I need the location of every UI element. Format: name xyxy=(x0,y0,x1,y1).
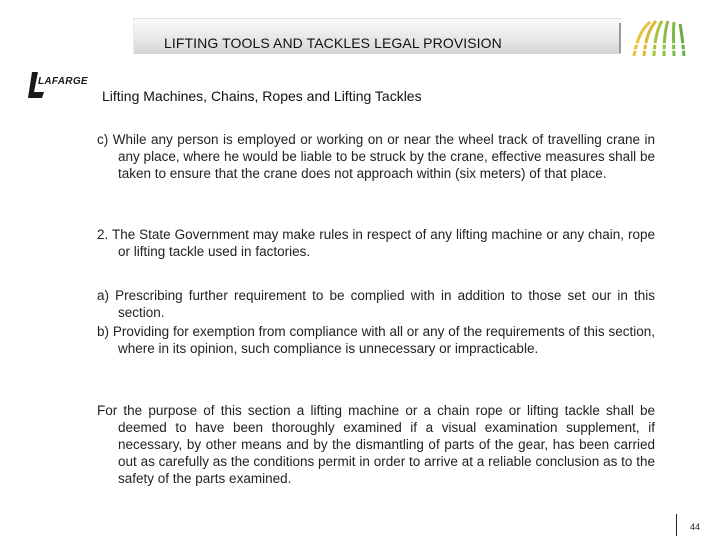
striped-bell-logo-icon xyxy=(628,18,692,58)
paragraph-text: b) Providing for exemption from compliance with all or any of the requirements of this section, where in its opinion, such compliance is unnecessary or impracticable. xyxy=(97,324,655,356)
paragraph-text: For the purpose of this section a lifting machine or a chain rope or lifting tackle shall be deemed to have been thoroughly examined if a visual examination supplement, if necessary, by other means and by the dismantling of parts of the gear, has been carried out as carefully as the conditions permit in order to arrive at a reliable conclusion as to the safety of the parts examined. xyxy=(97,403,655,486)
paragraph-crane-track xyxy=(97,131,655,182)
paragraph-state-rules xyxy=(97,226,655,260)
paragraph-exemption xyxy=(97,323,655,357)
paragraph-text: 2. The State Government may make rules in respect of any lifting machine or any chain, rope or lifting tackle used in factories. xyxy=(97,227,655,259)
section-heading: Lifting Machines, Chains, Ropes and Lifting Tackles xyxy=(102,88,422,104)
page-number: 44 xyxy=(690,522,701,532)
paragraph-text: a) Prescribing further requirement to be complied with in addition to those set our in this section. xyxy=(97,288,655,320)
paragraph-prescribing xyxy=(97,287,655,321)
page-title: LIFTING TOOLS AND TACKLES LEGAL PROVISION xyxy=(164,35,502,51)
page-number-divider xyxy=(676,514,677,536)
lafarge-logo xyxy=(28,70,108,100)
lafarge-wordmark: LAFARGE xyxy=(38,76,88,87)
title-bar xyxy=(133,18,621,54)
paragraph-examination xyxy=(97,402,655,487)
paragraph-text: c) While any person is employed or working on or near the wheel track of travelling crane in any place, where he would be liable to be struck by the crane, effective measures shall be taken to ensure that the crane does not approach within (six meters) of that place. xyxy=(97,132,655,181)
